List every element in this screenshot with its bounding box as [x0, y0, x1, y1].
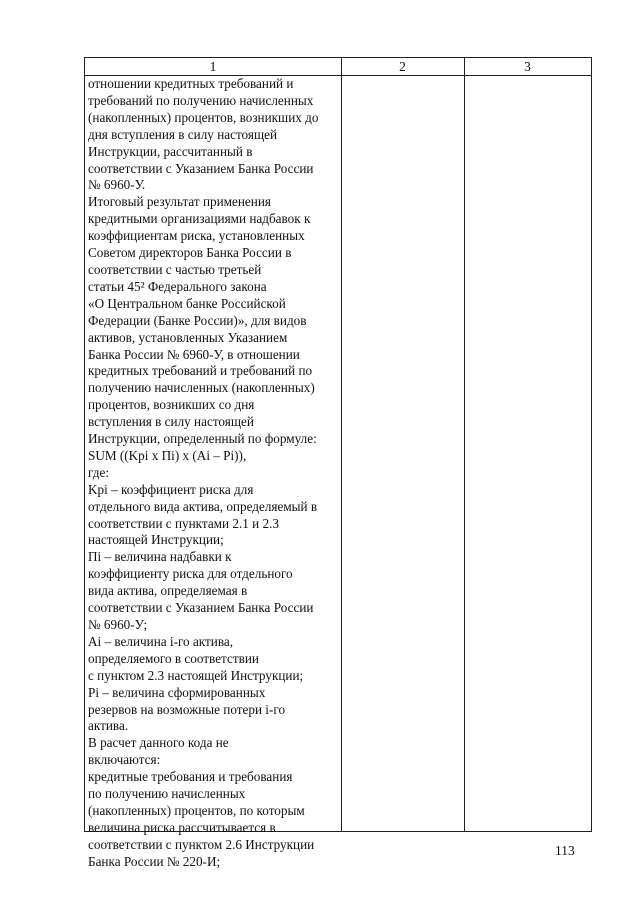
text-line: Ai – величина i-го актива, [88, 633, 234, 649]
text-line: резервов на возможные потери i-го [88, 701, 286, 717]
text-line: включаются: [88, 752, 161, 768]
text-line: Советом директоров Банка России в [88, 245, 292, 261]
text-line: Итоговый результат применения [88, 194, 271, 210]
page-number: 113 [555, 843, 575, 858]
text-line: статьи 45² Федерального закона [88, 278, 267, 294]
text-line: соответствии с пунктом 2.6 Инструкции [88, 836, 315, 852]
text-line: Федерации (Банке России)», для видов [88, 312, 307, 328]
text-line: коэффициентам риска, установленных [88, 228, 305, 244]
text-line: процентов, возникших со дня [88, 397, 255, 413]
table-header-row [85, 58, 591, 76]
text-line: соответствии с Указанием Банка России [88, 600, 314, 616]
text-line: SUM ((Kpi x Пi) x (Ai – Pi)), [88, 447, 247, 463]
text-line: вступления в силу настоящей [88, 414, 254, 430]
column-divider-2 [464, 58, 465, 831]
text-line: коэффициенту риска для отдельного [88, 566, 293, 582]
column-1-text [88, 76, 340, 871]
text-line: кредитные требования и требования [88, 769, 293, 785]
text-line: соответствии с Указанием Банка России [88, 160, 314, 176]
text-line: по получению начисленных [88, 786, 246, 802]
text-line: Инструкции, рассчитанный в [88, 143, 253, 159]
column-header-2: 2 [399, 59, 406, 74]
text-line: соответствии с частью третьей [88, 261, 262, 277]
text-line: величина риска рассчитывается в [88, 819, 276, 835]
text-line: № 6960-У. [88, 177, 146, 193]
text-line: (накопленных) процентов, возникших до [88, 109, 319, 125]
text-line: дня вступления в силу настоящей [88, 126, 278, 142]
text-line: Банка России № 6960-У, в отношении [88, 346, 300, 362]
text-line: требований по получению начисленных [88, 92, 314, 108]
text-line: Pi – величина сформированных [88, 684, 266, 700]
column-header-1: 1 [209, 59, 217, 74]
text-line: определяемого в соответствии [88, 650, 259, 666]
column-header-3: 3 [524, 59, 531, 74]
text-line: актива. [88, 718, 129, 734]
text-line: получению начисленных (накопленных) [88, 380, 315, 396]
text-line: где: [88, 464, 109, 480]
text-line: отдельного вида актива, определяемый в [88, 498, 318, 514]
text-line: кредитных требований и требований по [88, 363, 313, 379]
column-divider-1 [341, 58, 342, 831]
text-line: «О Центральном банке Российской [88, 295, 286, 311]
text-line: соответствии с пунктами 2.1 и 2.3 [88, 515, 279, 531]
text-line: Банка России № 220-И; [88, 853, 221, 869]
text-line: настоящей Инструкции; [88, 532, 224, 548]
text-line: Пi – величина надбавки к [88, 549, 232, 565]
text-line: № 6960-У; [88, 617, 148, 632]
text-line: кредитными организациями надбавок к [88, 211, 311, 227]
text-line: вида актива, определяемая в [88, 583, 248, 599]
text-line: В расчет данного кода не [88, 735, 229, 751]
text-line: отношении кредитных требований и [88, 76, 294, 91]
text-line: с пунктом 2.3 настоящей Инструкции; [88, 667, 304, 683]
text-line: (накопленных) процентов, по которым [88, 802, 305, 818]
text-line: активов, установленных Указанием [88, 329, 288, 345]
text-line: Инструкции, определенный по формуле: [88, 431, 317, 447]
text-line: Kpi – коэффициент риска для [88, 481, 254, 497]
